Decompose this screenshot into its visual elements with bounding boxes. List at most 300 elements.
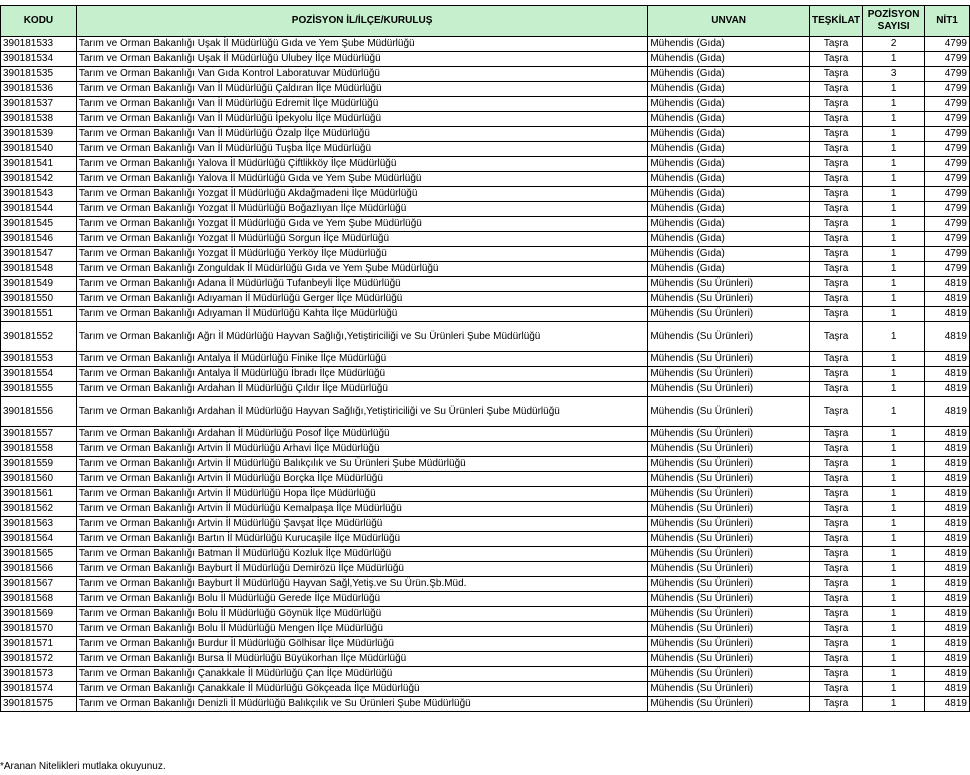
cell-pozisyon-sayisi: 1	[863, 502, 925, 517]
cell-pozisyon-sayisi: 1	[863, 592, 925, 607]
table-row	[1, 217, 970, 232]
cell-teskilat: Taşra	[809, 457, 862, 472]
cell-kodu: 390181547	[1, 247, 77, 262]
cell-kodu: 390181555	[1, 382, 77, 397]
cell-kodu: 390181573	[1, 667, 77, 682]
cell-unvan: Mühendis (Su Ürünleri)	[648, 682, 810, 697]
cell-kodu: 390181546	[1, 232, 77, 247]
cell-pozisyon: Tarım ve Orman Bakanlığı Ardahan İl Müdürlüğü Posof İlçe Müdürlüğü	[76, 427, 647, 442]
table-row	[1, 277, 970, 292]
cell-nit: 4799	[925, 157, 970, 172]
cell-pozisyon-sayisi: 1	[863, 52, 925, 67]
cell-nit: 4819	[925, 307, 970, 322]
header-pozisyon-sayisi	[863, 6, 925, 37]
cell-pozisyon: Tarım ve Orman Bakanlığı Bayburt İl Müdürlüğü Hayvan Sağl,Yetiş.ve Su Ürün.Şb.Müd.	[76, 577, 647, 592]
cell-nit: 4799	[925, 172, 970, 187]
cell-kodu: 390181561	[1, 487, 77, 502]
header-kodu: KODU	[1, 6, 77, 37]
cell-kodu: 390181552	[1, 322, 77, 352]
cell-kodu: 390181562	[1, 502, 77, 517]
cell-pozisyon: Tarım ve Orman Bakanlığı Artvin İl Müdürlüğü Balıkçılık ve Su Ürünleri Şube Müdürlüğü	[76, 457, 647, 472]
cell-kodu: 390181572	[1, 652, 77, 667]
cell-unvan: Mühendis (Su Ürünleri)	[648, 277, 810, 292]
cell-pozisyon-sayisi: 1	[863, 187, 925, 202]
cell-kodu: 390181543	[1, 187, 77, 202]
cell-pozisyon: Tarım ve Orman Bakanlığı Van İl Müdürlüğü Tuşba İlçe Müdürlüğü	[76, 142, 647, 157]
cell-teskilat: Taşra	[809, 367, 862, 382]
cell-teskilat: Taşra	[809, 217, 862, 232]
table-row	[1, 667, 970, 682]
table-row	[1, 592, 970, 607]
footnote: *Aranan Nitelikleri mutlaka okuyunuz.	[0, 761, 166, 772]
cell-unvan: Mühendis (Su Ürünleri)	[648, 652, 810, 667]
cell-pozisyon-sayisi: 1	[863, 607, 925, 622]
cell-pozisyon: Tarım ve Orman Bakanlığı Uşak İl Müdürlüğü Ulubey İlçe Müdürlüğü	[76, 52, 647, 67]
cell-unvan: Mühendis (Su Ürünleri)	[648, 592, 810, 607]
table-row	[1, 322, 970, 352]
cell-pozisyon-sayisi: 1	[863, 427, 925, 442]
table-row	[1, 52, 970, 67]
cell-teskilat: Taşra	[809, 637, 862, 652]
table-row	[1, 292, 970, 307]
cell-pozisyon: Tarım ve Orman Bakanlığı Yozgat İl Müdürlüğü Boğazlıyan İlçe Müdürlüğü	[76, 202, 647, 217]
cell-teskilat: Taşra	[809, 427, 862, 442]
cell-unvan: Mühendis (Su Ürünleri)	[648, 517, 810, 532]
cell-pozisyon-sayisi: 1	[863, 97, 925, 112]
cell-kodu: 390181551	[1, 307, 77, 322]
table-row	[1, 112, 970, 127]
cell-pozisyon: Tarım ve Orman Bakanlığı Bartın İl Müdürlüğü Kurucaşile İlçe Müdürlüğü	[76, 532, 647, 547]
cell-kodu: 390181549	[1, 277, 77, 292]
cell-teskilat: Taşra	[809, 187, 862, 202]
cell-pozisyon: Tarım ve Orman Bakanlığı Van İl Müdürlüğü İpekyolu İlçe Müdürlüğü	[76, 112, 647, 127]
cell-pozisyon: Tarım ve Orman Bakanlığı Ardahan İl Müdürlüğü Hayvan Sağlığı,Yetiştiriciliği ve Su Ürünleri Şube Müdürlüğü	[76, 397, 647, 427]
cell-unvan: Mühendis (Gıda)	[648, 97, 810, 112]
cell-unvan: Mühendis (Su Ürünleri)	[648, 427, 810, 442]
cell-kodu: 390181539	[1, 127, 77, 142]
cell-nit: 4819	[925, 457, 970, 472]
cell-nit: 4799	[925, 37, 970, 52]
cell-unvan: Mühendis (Su Ürünleri)	[648, 457, 810, 472]
table-row	[1, 67, 970, 82]
cell-nit: 4799	[925, 82, 970, 97]
table-row	[1, 697, 970, 712]
cell-kodu: 390181548	[1, 262, 77, 277]
cell-kodu: 390181556	[1, 397, 77, 427]
cell-unvan: Mühendis (Su Ürünleri)	[648, 352, 810, 367]
cell-unvan: Mühendis (Su Ürünleri)	[648, 442, 810, 457]
table-row	[1, 262, 970, 277]
cell-pozisyon-sayisi: 1	[863, 517, 925, 532]
cell-teskilat: Taşra	[809, 607, 862, 622]
cell-pozisyon: Tarım ve Orman Bakanlığı Batman İl Müdürlüğü Kozluk İlçe Müdürlüğü	[76, 547, 647, 562]
cell-nit: 4799	[925, 247, 970, 262]
cell-pozisyon: Tarım ve Orman Bakanlığı Artvin İl Müdürlüğü Hopa İlçe Müdürlüğü	[76, 487, 647, 502]
cell-nit: 4819	[925, 397, 970, 427]
cell-kodu: 390181565	[1, 547, 77, 562]
cell-nit: 4799	[925, 217, 970, 232]
cell-pozisyon: Tarım ve Orman Bakanlığı Van İl Müdürlüğü Edremit İlçe Müdürlüğü	[76, 97, 647, 112]
cell-pozisyon: Tarım ve Orman Bakanlığı Ağrı İl Müdürlüğü Hayvan Sağlığı,Yetiştiriciliği ve Su Ürünleri Şube Müdürlüğü	[76, 322, 647, 352]
cell-pozisyon: Tarım ve Orman Bakanlığı Antalya İl Müdürlüğü Finike İlçe Müdürlüğü	[76, 352, 647, 367]
header-sayisi-line1: POZİSYON	[867, 9, 920, 20]
cell-teskilat: Taşra	[809, 652, 862, 667]
cell-teskilat: Taşra	[809, 517, 862, 532]
cell-teskilat: Taşra	[809, 667, 862, 682]
cell-nit: 4819	[925, 532, 970, 547]
cell-teskilat: Taşra	[809, 82, 862, 97]
cell-nit: 4819	[925, 472, 970, 487]
cell-unvan: Mühendis (Su Ürünleri)	[648, 322, 810, 352]
cell-nit: 4819	[925, 697, 970, 712]
table-row	[1, 562, 970, 577]
cell-teskilat: Taşra	[809, 382, 862, 397]
cell-teskilat: Taşra	[809, 262, 862, 277]
cell-teskilat: Taşra	[809, 202, 862, 217]
cell-nit: 4799	[925, 262, 970, 277]
cell-unvan: Mühendis (Gıda)	[648, 127, 810, 142]
cell-kodu: 390181570	[1, 622, 77, 637]
cell-unvan: Mühendis (Su Ürünleri)	[648, 667, 810, 682]
cell-nit: 4799	[925, 97, 970, 112]
table-row	[1, 637, 970, 652]
cell-pozisyon-sayisi: 1	[863, 562, 925, 577]
cell-unvan: Mühendis (Gıda)	[648, 52, 810, 67]
cell-teskilat: Taşra	[809, 682, 862, 697]
cell-pozisyon-sayisi: 1	[863, 82, 925, 97]
cell-pozisyon-sayisi: 1	[863, 397, 925, 427]
cell-kodu: 390181557	[1, 427, 77, 442]
cell-pozisyon-sayisi: 1	[863, 472, 925, 487]
cell-nit: 4819	[925, 367, 970, 382]
cell-unvan: Mühendis (Su Ürünleri)	[648, 397, 810, 427]
cell-nit: 4819	[925, 292, 970, 307]
cell-nit: 4819	[925, 637, 970, 652]
cell-kodu: 390181533	[1, 37, 77, 52]
cell-pozisyon-sayisi: 1	[863, 532, 925, 547]
cell-kodu: 390181544	[1, 202, 77, 217]
cell-kodu: 390181575	[1, 697, 77, 712]
table-row	[1, 37, 970, 52]
cell-nit: 4819	[925, 517, 970, 532]
header-row	[1, 6, 970, 37]
cell-pozisyon-sayisi: 2	[863, 37, 925, 52]
cell-teskilat: Taşra	[809, 352, 862, 367]
cell-pozisyon-sayisi: 1	[863, 457, 925, 472]
table-row	[1, 442, 970, 457]
positions-table	[0, 5, 970, 712]
cell-unvan: Mühendis (Su Ürünleri)	[648, 382, 810, 397]
cell-pozisyon-sayisi: 1	[863, 442, 925, 457]
cell-kodu: 390181559	[1, 457, 77, 472]
header-sayisi-line2: SAYISI	[877, 21, 910, 32]
cell-pozisyon-sayisi: 1	[863, 637, 925, 652]
cell-unvan: Mühendis (Gıda)	[648, 202, 810, 217]
cell-nit: 4819	[925, 487, 970, 502]
cell-pozisyon: Tarım ve Orman Bakanlığı Van İl Müdürlüğü Özalp İlçe Müdürlüğü	[76, 127, 647, 142]
cell-pozisyon: Tarım ve Orman Bakanlığı Burdur İl Müdürlüğü Gölhisar İlçe Müdürlüğü	[76, 637, 647, 652]
cell-nit: 4819	[925, 622, 970, 637]
cell-kodu: 390181550	[1, 292, 77, 307]
table-row	[1, 502, 970, 517]
table-row	[1, 622, 970, 637]
cell-unvan: Mühendis (Gıda)	[648, 112, 810, 127]
cell-nit: 4819	[925, 652, 970, 667]
cell-nit: 4819	[925, 562, 970, 577]
cell-teskilat: Taşra	[809, 547, 862, 562]
cell-pozisyon: Tarım ve Orman Bakanlığı Bolu İl Müdürlüğü Mengen İlçe Müdürlüğü	[76, 622, 647, 637]
table-row	[1, 142, 970, 157]
cell-teskilat: Taşra	[809, 442, 862, 457]
cell-teskilat: Taşra	[809, 127, 862, 142]
table-body	[1, 37, 970, 712]
table-row	[1, 397, 970, 427]
cell-nit: 4819	[925, 607, 970, 622]
table-row	[1, 472, 970, 487]
cell-pozisyon: Tarım ve Orman Bakanlığı Ardahan İl Müdürlüğü Çıldır İlçe Müdürlüğü	[76, 382, 647, 397]
table-row	[1, 172, 970, 187]
table-row	[1, 487, 970, 502]
cell-unvan: Mühendis (Su Ürünleri)	[648, 502, 810, 517]
cell-pozisyon-sayisi: 1	[863, 112, 925, 127]
cell-pozisyon-sayisi: 1	[863, 667, 925, 682]
cell-kodu: 390181540	[1, 142, 77, 157]
table-row	[1, 577, 970, 592]
cell-kodu: 390181538	[1, 112, 77, 127]
cell-unvan: Mühendis (Gıda)	[648, 172, 810, 187]
cell-kodu: 390181571	[1, 637, 77, 652]
cell-nit: 4819	[925, 352, 970, 367]
cell-teskilat: Taşra	[809, 112, 862, 127]
cell-nit: 4819	[925, 577, 970, 592]
table-row	[1, 457, 970, 472]
cell-pozisyon: Tarım ve Orman Bakanlığı Yozgat İl Müdürlüğü Akdağmadeni İlçe Müdürlüğü	[76, 187, 647, 202]
cell-teskilat: Taşra	[809, 577, 862, 592]
table-row	[1, 532, 970, 547]
cell-pozisyon: Tarım ve Orman Bakanlığı Adıyaman İl Müdürlüğü Kahta İlçe Müdürlüğü	[76, 307, 647, 322]
cell-kodu: 390181567	[1, 577, 77, 592]
cell-nit: 4819	[925, 592, 970, 607]
cell-nit: 4819	[925, 322, 970, 352]
header-unvan: UNVAN	[648, 6, 810, 37]
cell-pozisyon-sayisi: 1	[863, 382, 925, 397]
table-row	[1, 97, 970, 112]
cell-pozisyon-sayisi: 1	[863, 127, 925, 142]
cell-teskilat: Taşra	[809, 487, 862, 502]
cell-unvan: Mühendis (Gıda)	[648, 157, 810, 172]
cell-unvan: Mühendis (Su Ürünleri)	[648, 697, 810, 712]
table-row	[1, 82, 970, 97]
cell-pozisyon: Tarım ve Orman Bakanlığı Çanakkale İl Müdürlüğü Çan İlçe Müdürlüğü	[76, 667, 647, 682]
cell-unvan: Mühendis (Gıda)	[648, 232, 810, 247]
header-pozisyon: POZİSYON İL/İLÇE/KURULUŞ	[76, 6, 647, 37]
cell-pozisyon-sayisi: 1	[863, 157, 925, 172]
cell-pozisyon-sayisi: 3	[863, 67, 925, 82]
cell-teskilat: Taşra	[809, 472, 862, 487]
cell-pozisyon: Tarım ve Orman Bakanlığı Antalya İl Müdürlüğü İbradı İlçe Müdürlüğü	[76, 367, 647, 382]
cell-teskilat: Taşra	[809, 307, 862, 322]
cell-kodu: 390181535	[1, 67, 77, 82]
table-row	[1, 307, 970, 322]
cell-teskilat: Taşra	[809, 322, 862, 352]
cell-pozisyon: Tarım ve Orman Bakanlığı Van Gıda Kontrol Laboratuvar Müdürlüğü	[76, 67, 647, 82]
cell-kodu: 390181566	[1, 562, 77, 577]
header-teskilat: TEŞKİLAT	[809, 6, 862, 37]
cell-teskilat: Taşra	[809, 97, 862, 112]
cell-unvan: Mühendis (Gıda)	[648, 67, 810, 82]
cell-nit: 4799	[925, 52, 970, 67]
cell-teskilat: Taşra	[809, 562, 862, 577]
cell-nit: 4799	[925, 142, 970, 157]
cell-unvan: Mühendis (Su Ürünleri)	[648, 637, 810, 652]
cell-pozisyon: Tarım ve Orman Bakanlığı Yozgat İl Müdürlüğü Sorgun İlçe Müdürlüğü	[76, 232, 647, 247]
cell-pozisyon: Tarım ve Orman Bakanlığı Uşak İl Müdürlüğü Gıda ve Yem Şube Müdürlüğü	[76, 37, 647, 52]
table-row	[1, 202, 970, 217]
cell-teskilat: Taşra	[809, 37, 862, 52]
cell-pozisyon: Tarım ve Orman Bakanlığı Denizli İl Müdürlüğü Balıkçılık ve Su Ürünleri Şube Müdürlüğü	[76, 697, 647, 712]
cell-kodu: 390181536	[1, 82, 77, 97]
cell-pozisyon: Tarım ve Orman Bakanlığı Bayburt İl Müdürlüğü Demirözü İlçe Müdürlüğü	[76, 562, 647, 577]
cell-nit: 4819	[925, 667, 970, 682]
cell-unvan: Mühendis (Su Ürünleri)	[648, 307, 810, 322]
cell-teskilat: Taşra	[809, 52, 862, 67]
cell-unvan: Mühendis (Su Ürünleri)	[648, 532, 810, 547]
cell-pozisyon: Tarım ve Orman Bakanlığı Yalova İl Müdürlüğü Çiftlikköy İlçe Müdürlüğü	[76, 157, 647, 172]
cell-pozisyon-sayisi: 1	[863, 172, 925, 187]
cell-pozisyon-sayisi: 1	[863, 232, 925, 247]
cell-teskilat: Taşra	[809, 502, 862, 517]
cell-nit: 4799	[925, 202, 970, 217]
cell-teskilat: Taşra	[809, 277, 862, 292]
cell-nit: 4819	[925, 427, 970, 442]
cell-teskilat: Taşra	[809, 292, 862, 307]
cell-pozisyon-sayisi: 1	[863, 487, 925, 502]
header-nit: NİT1	[925, 6, 970, 37]
cell-nit: 4819	[925, 382, 970, 397]
cell-pozisyon-sayisi: 1	[863, 697, 925, 712]
cell-pozisyon-sayisi: 1	[863, 262, 925, 277]
cell-pozisyon-sayisi: 1	[863, 217, 925, 232]
cell-kodu: 390181554	[1, 367, 77, 382]
cell-unvan: Mühendis (Gıda)	[648, 37, 810, 52]
cell-unvan: Mühendis (Su Ürünleri)	[648, 562, 810, 577]
cell-unvan: Mühendis (Gıda)	[648, 247, 810, 262]
cell-nit: 4799	[925, 112, 970, 127]
cell-pozisyon: Tarım ve Orman Bakanlığı Zonguldak İl Müdürlüğü Gıda ve Yem Şube Müdürlüğü	[76, 262, 647, 277]
cell-unvan: Mühendis (Su Ürünleri)	[648, 607, 810, 622]
cell-unvan: Mühendis (Su Ürünleri)	[648, 472, 810, 487]
cell-teskilat: Taşra	[809, 592, 862, 607]
table-row	[1, 682, 970, 697]
cell-kodu: 390181534	[1, 52, 77, 67]
cell-unvan: Mühendis (Gıda)	[648, 187, 810, 202]
cell-kodu: 390181537	[1, 97, 77, 112]
cell-pozisyon-sayisi: 1	[863, 277, 925, 292]
table-row	[1, 427, 970, 442]
cell-pozisyon-sayisi: 1	[863, 652, 925, 667]
cell-pozisyon: Tarım ve Orman Bakanlığı Yozgat İl Müdürlüğü Gıda ve Yem Şube Müdürlüğü	[76, 217, 647, 232]
cell-teskilat: Taşra	[809, 622, 862, 637]
table-row	[1, 157, 970, 172]
cell-pozisyon: Tarım ve Orman Bakanlığı Yalova İl Müdürlüğü Gıda ve Yem Şube Müdürlüğü	[76, 172, 647, 187]
cell-nit: 4819	[925, 547, 970, 562]
cell-unvan: Mühendis (Su Ürünleri)	[648, 622, 810, 637]
cell-unvan: Mühendis (Gıda)	[648, 82, 810, 97]
cell-kodu: 390181574	[1, 682, 77, 697]
cell-pozisyon-sayisi: 1	[863, 547, 925, 562]
table-row	[1, 607, 970, 622]
cell-nit: 4819	[925, 442, 970, 457]
cell-pozisyon: Tarım ve Orman Bakanlığı Çanakkale İl Müdürlüğü Gökçeada İlçe Müdürlüğü	[76, 682, 647, 697]
cell-pozisyon: Tarım ve Orman Bakanlığı Van İl Müdürlüğü Çaldıran İlçe Müdürlüğü	[76, 82, 647, 97]
cell-pozisyon-sayisi: 1	[863, 292, 925, 307]
cell-unvan: Mühendis (Su Ürünleri)	[648, 292, 810, 307]
cell-pozisyon: Tarım ve Orman Bakanlığı Artvin İl Müdürlüğü Şavşat İlçe Müdürlüğü	[76, 517, 647, 532]
cell-nit: 4799	[925, 232, 970, 247]
cell-teskilat: Taşra	[809, 67, 862, 82]
cell-teskilat: Taşra	[809, 172, 862, 187]
cell-pozisyon-sayisi: 1	[863, 682, 925, 697]
cell-kodu: 390181569	[1, 607, 77, 622]
cell-pozisyon: Tarım ve Orman Bakanlığı Bolu İl Müdürlüğü Göynük İlçe Müdürlüğü	[76, 607, 647, 622]
cell-pozisyon: Tarım ve Orman Bakanlığı Adana İl Müdürlüğü Tufanbeyli İlçe Müdürlüğü	[76, 277, 647, 292]
table-row	[1, 232, 970, 247]
cell-unvan: Mühendis (Su Ürünleri)	[648, 547, 810, 562]
cell-kodu: 390181542	[1, 172, 77, 187]
positions-sheet	[0, 5, 970, 712]
cell-nit: 4799	[925, 187, 970, 202]
cell-teskilat: Taşra	[809, 157, 862, 172]
cell-teskilat: Taşra	[809, 142, 862, 157]
cell-unvan: Mühendis (Su Ürünleri)	[648, 367, 810, 382]
cell-pozisyon: Tarım ve Orman Bakanlığı Yozgat İl Müdürlüğü Yerköy İlçe Müdürlüğü	[76, 247, 647, 262]
cell-teskilat: Taşra	[809, 247, 862, 262]
cell-unvan: Mühendis (Gıda)	[648, 217, 810, 232]
cell-nit: 4799	[925, 127, 970, 142]
cell-nit: 4819	[925, 502, 970, 517]
cell-nit: 4799	[925, 67, 970, 82]
cell-kodu: 390181541	[1, 157, 77, 172]
cell-nit: 4819	[925, 682, 970, 697]
cell-pozisyon-sayisi: 1	[863, 322, 925, 352]
cell-pozisyon: Tarım ve Orman Bakanlığı Bursa İl Müdürlüğü Büyükorhan İlçe Müdürlüğü	[76, 652, 647, 667]
cell-kodu: 390181563	[1, 517, 77, 532]
cell-teskilat: Taşra	[809, 697, 862, 712]
cell-pozisyon-sayisi: 1	[863, 307, 925, 322]
cell-pozisyon: Tarım ve Orman Bakanlığı Artvin İl Müdürlüğü Arhavi İlçe Müdürlüğü	[76, 442, 647, 457]
cell-kodu: 390181553	[1, 352, 77, 367]
table-row	[1, 352, 970, 367]
cell-pozisyon-sayisi: 1	[863, 247, 925, 262]
table-row	[1, 517, 970, 532]
cell-pozisyon-sayisi: 1	[863, 577, 925, 592]
cell-pozisyon-sayisi: 1	[863, 142, 925, 157]
table-row	[1, 367, 970, 382]
cell-teskilat: Taşra	[809, 397, 862, 427]
cell-kodu: 390181560	[1, 472, 77, 487]
cell-unvan: Mühendis (Su Ürünleri)	[648, 487, 810, 502]
cell-kodu: 390181558	[1, 442, 77, 457]
cell-nit: 4819	[925, 277, 970, 292]
table-row	[1, 127, 970, 142]
cell-pozisyon-sayisi: 1	[863, 352, 925, 367]
cell-kodu: 390181545	[1, 217, 77, 232]
cell-kodu: 390181564	[1, 532, 77, 547]
cell-kodu: 390181568	[1, 592, 77, 607]
cell-pozisyon-sayisi: 1	[863, 622, 925, 637]
table-row	[1, 382, 970, 397]
cell-pozisyon-sayisi: 1	[863, 202, 925, 217]
